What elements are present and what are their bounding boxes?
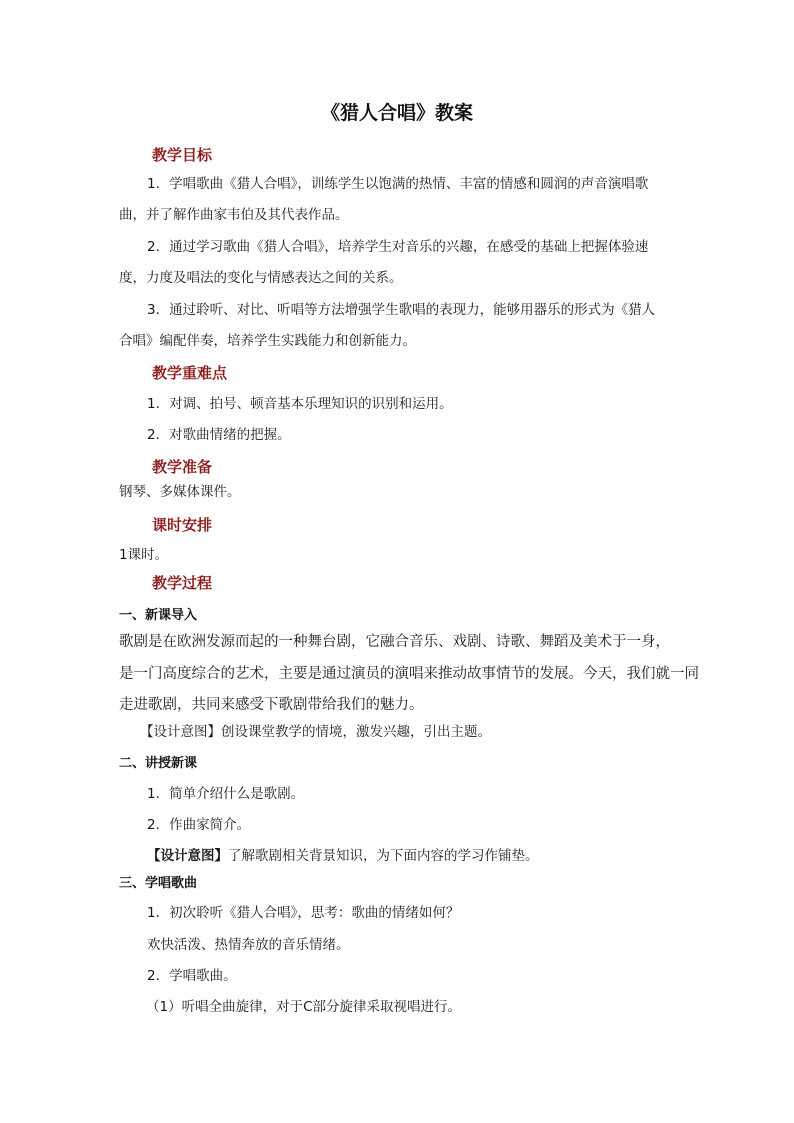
heading-prep: 教学准备 [152,458,213,476]
design-intent-label: 【设计意图】 [140,724,221,740]
learn-song-item-1-answer: 欢快活泼、热情奔放的音乐情绪。 [147,937,350,953]
new-lesson-design-intent [147,846,539,866]
intro-line-1: 歌剧是在欧洲发源而起的一种舞台剧，它融合音乐、戏剧、诗歌、舞蹈及美术于一身， [119,634,670,650]
learn-song-item-1: 1．初次聆听《猎人合唱》，思考：歌曲的情绪如何？ [147,905,460,921]
page-title: 《猎人合唱》教案 [320,102,473,124]
goal-3-line-1: 3．通过聆听、对比、听唱等方法增强学生歌唱的表现力，能够用器乐的形式为《猎人 [147,302,656,318]
goal-1-line-1: 1．学唱歌曲《猎人合唱》，训练学生以饱满的热情、丰富的情感和圆润的声音演唱歌 [147,176,649,192]
intro-line-2: 是一门高度综合的艺术，主要是通过演员的演唱来推动故事情节的发展。今天，我们就一同 [119,666,699,682]
schedule-text: 1课时。 [119,547,169,563]
goal-3-line-2: 合唱》编配伴奏，培养学生实践能力和创新能力。 [119,333,416,349]
intro-line-3: 走进歌剧，共同来感受下歌剧带给我们的魅力。 [119,697,424,713]
learn-song-item-2: 2．学唱歌曲。 [147,968,237,984]
keypoint-1: 1．对调、拍号、顿音基本乐理知识的识别和运用。 [147,396,453,412]
new-lesson-item-2: 2．作曲家简介。 [147,817,251,833]
heading-process: 教学过程 [152,574,213,592]
subheading-new-lesson: 二、讲授新课 [119,756,198,771]
learn-song-item-2-1: （1）听唱全曲旋律，对于C部分旋律采取视唱进行。 [146,999,462,1015]
intro-design-intent [140,722,491,742]
design-intent-text: 创设课堂教学的情境，激发兴趣，引出主题。 [221,724,491,740]
subheading-learn-song: 三、学唱歌曲 [119,876,198,891]
goal-2-line-1: 2．通过学习歌曲《猎人合唱》，培养学生对音乐的兴趣，在感受的基础上把握体验速 [147,239,649,255]
design-intent-text: 了解歌剧相关背景知识，为下面内容的学习作铺垫。 [228,848,539,864]
new-lesson-item-1: 1．简单介绍什么是歌剧。 [147,786,305,802]
goal-2-line-2: 度，力度及唱法的变化与情感表达之间的关系。 [119,270,403,286]
design-intent-label: 【设计意图】 [147,848,228,864]
heading-keypoints: 教学重难点 [152,364,228,382]
heading-schedule: 课时安排 [152,516,213,534]
goal-1-line-2: 曲，并了解作曲家韦伯及其代表作品。 [119,207,349,223]
heading-goals: 教学目标 [152,146,213,164]
subheading-intro: 一、新课导入 [119,608,198,623]
keypoint-2: 2．对歌曲情绪的把握。 [147,427,291,443]
prep-text: 钢琴、多媒体课件。 [119,484,241,500]
